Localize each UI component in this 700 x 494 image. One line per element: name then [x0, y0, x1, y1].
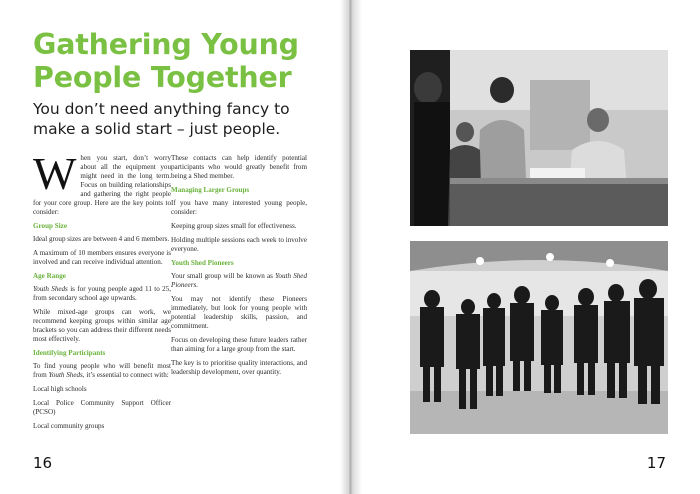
photo-2-illustration: [410, 241, 668, 434]
heading-age-range: Age Range: [33, 272, 66, 280]
identifying-paragraph: [33, 362, 171, 380]
heading-identifying-participants: Identifying Participants: [33, 349, 106, 357]
pioneers-italic: Youth Shed Pioneers.: [171, 272, 307, 289]
youth-sheds-italic: Youth Sheds: [33, 285, 68, 293]
page-number-left: 16: [33, 454, 53, 472]
title-line-1: Gathering Young: [33, 28, 299, 61]
contact-item-pcso: Local Police Community Support Officer (PCSO): [33, 399, 171, 416]
identifying-italic: Youth Sheds,: [48, 371, 85, 379]
pioneers-paragraph-1: [171, 272, 307, 290]
title-line-2: People Together: [33, 61, 292, 94]
larger-paragraph-1: If you have many interested young people, consider:: [171, 199, 307, 216]
heading-managing-larger-groups: Managing Larger Groups: [171, 186, 250, 194]
pioneers-paragraph-2: You may not identify these Pioneers immediately, but look for young people with potential leadership skills, passion, and commitment.: [171, 295, 307, 330]
group-size-paragraph-2: A maximum of 10 members ensures everyone is involved and can receive individual attention.: [33, 249, 171, 266]
drop-cap: W: [33, 148, 77, 199]
larger-paragraph-2: Keeping group sizes small for effectiveness.: [171, 222, 297, 230]
contacts-paragraph: These contacts can help identify potential participants who would greatly benefit from being a Shed member.: [171, 154, 307, 180]
age-range-paragraph-2: While mixed-age groups can work, we recommend keeping groups within similar age brackets so you can address their different needs most effectively.: [33, 308, 171, 343]
photo-1-illustration: [410, 50, 668, 226]
pioneers-text-pre: Your small group will be known as: [171, 272, 276, 280]
text-column-2: [171, 154, 307, 382]
identifying-text-pre: To find young people who will benefit most from: [33, 362, 171, 379]
book-gutter: [340, 0, 362, 494]
pioneers-paragraph-4: The key is to prioritise quality interactions, and leadership development, over quantity.: [171, 359, 307, 376]
right-page: [351, 0, 700, 494]
heading-group-size: Group Size: [33, 222, 67, 230]
contact-item-schools: Local high schools: [33, 385, 87, 393]
page-title: [33, 28, 299, 94]
heading-youth-shed-pioneers: Youth Shed Pioneers: [171, 259, 234, 267]
photo-group-at-table: [410, 50, 668, 226]
contact-item-community: Local community groups: [33, 422, 105, 430]
text-column-1: [33, 148, 171, 436]
page-subtitle: You don’t need anything fancy to make a solid start – just people.: [33, 100, 290, 138]
left-page: [0, 0, 349, 494]
group-size-paragraph-1: Ideal group sizes are between 4 and 6 members.: [33, 235, 170, 243]
age-range-text: is for young people aged 11 to 25, from secondary school age upwards.: [33, 285, 171, 302]
pioneers-paragraph-3: Focus on developing these future leaders rather than aiming for a large group from the start.: [171, 336, 307, 353]
photo-group-portrait: [410, 241, 668, 434]
page-number-right: 17: [646, 454, 666, 472]
identifying-text-post: it’s essential to connect with:: [84, 371, 169, 379]
larger-paragraph-3: Holding multiple sessions each week to involve everyone.: [171, 236, 307, 253]
intro-paragraph: [33, 148, 171, 217]
age-range-paragraph-1: [33, 285, 171, 303]
intro-text: hen you start, don’t worry about all the equipment you might need in the long term. Focus on building relationships and gathering the right people for your core group. Here are the key points to consider:: [33, 154, 171, 216]
